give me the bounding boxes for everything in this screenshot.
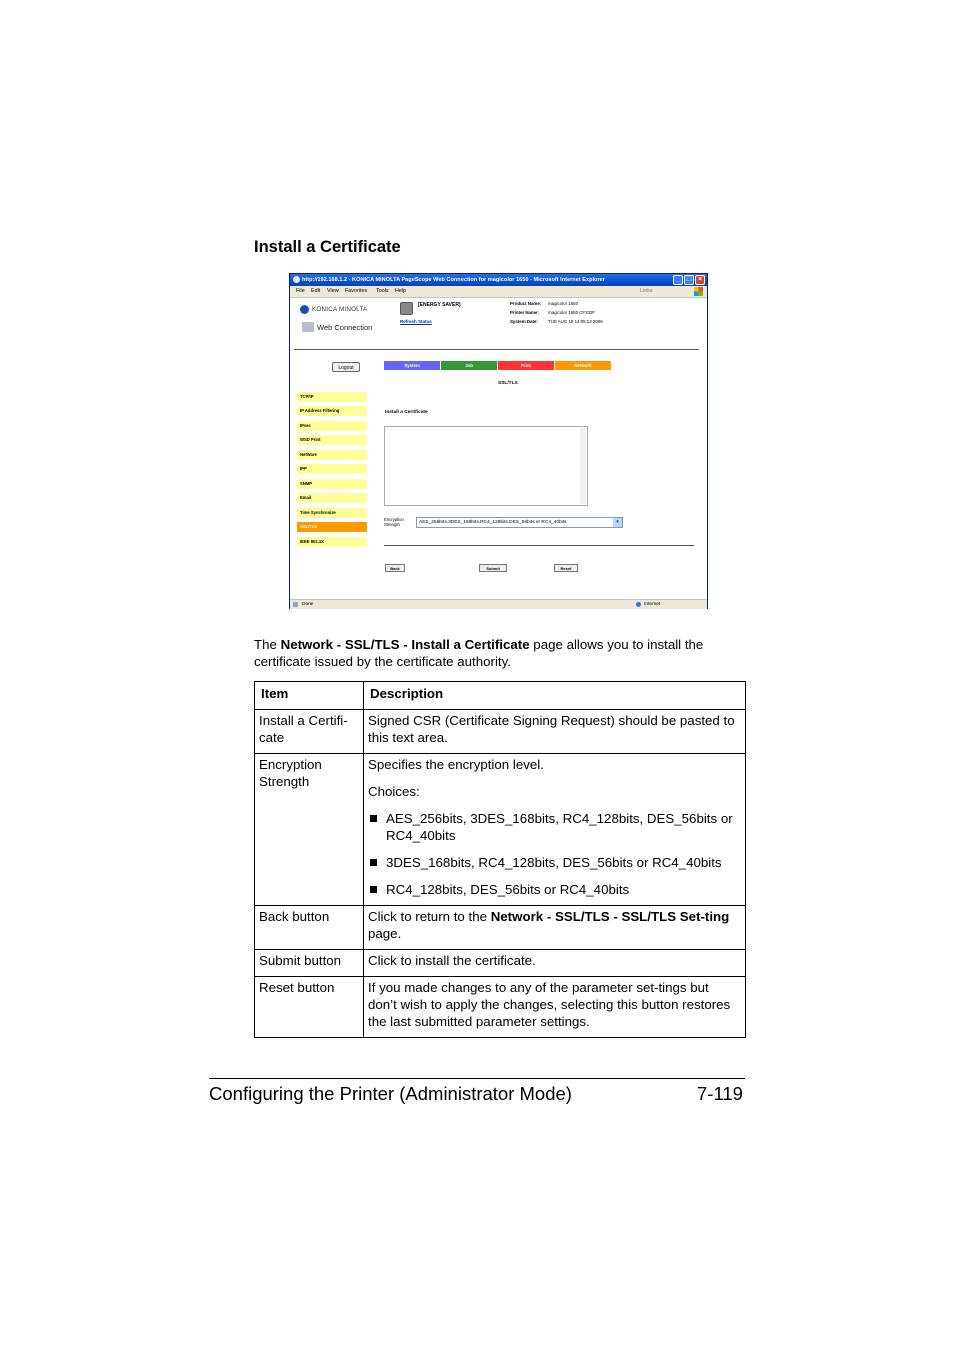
konica-minolta-logo-icon	[300, 305, 309, 314]
table-row	[255, 950, 746, 977]
refresh-status-link[interactable]: Refresh Status	[400, 319, 432, 324]
table-row	[255, 977, 746, 1038]
column-header-item: Item	[255, 682, 364, 710]
sidebar-item-ssl-tls[interactable]: SSL/TLS	[297, 522, 367, 532]
encryption-desc: Specifies the encryption level.	[368, 757, 544, 772]
maximize-icon[interactable]: □	[684, 275, 694, 285]
footer-title: Configuring the Printer (Administrator Mode)	[209, 1083, 572, 1104]
sidebar-item-ipsec[interactable]: IPsec	[297, 421, 367, 431]
sidebar-item-ieee-8021x[interactable]: IEEE 802.1X	[297, 537, 367, 547]
browser-window-screenshot	[289, 273, 708, 609]
status-done: Done	[302, 602, 314, 607]
product-name-row	[510, 301, 578, 306]
close-icon[interactable]: ×	[695, 275, 705, 285]
cell-item: Install a Certifi-cate	[255, 710, 364, 754]
back-button[interactable]: Back	[385, 564, 405, 572]
tab-job[interactable]: Job	[441, 361, 497, 370]
menu-tools[interactable]: Tools	[376, 288, 389, 294]
printer-name-value: magicolor 1650 CF332F	[548, 310, 596, 315]
cell-description: Click to install the certificate.	[364, 950, 746, 977]
sidebar-item-email[interactable]: Email	[297, 493, 367, 503]
sidebar-item-ipp[interactable]: IPP	[297, 464, 367, 474]
cell-item: Back button	[255, 906, 364, 950]
tab-print[interactable]: Print	[498, 361, 554, 370]
submit-button[interactable]: Submit	[479, 564, 507, 572]
tab-system[interactable]: System	[384, 361, 440, 370]
brand-name: KONICA MINOLTA	[312, 306, 368, 313]
choices-label: Choices:	[368, 784, 420, 799]
back-desc-post: page.	[368, 926, 402, 941]
cell-item: Submit button	[255, 950, 364, 977]
back-desc-pre: Click to return to the	[368, 909, 491, 924]
reset-button[interactable]: Reset	[554, 564, 578, 572]
energy-saver-status: [ENERGY SAVER]	[418, 302, 461, 308]
page-icon	[293, 602, 298, 607]
intro-pre: The	[254, 637, 281, 652]
system-date-label: System Date:	[510, 319, 538, 324]
globe-icon	[636, 602, 641, 607]
sidebar-item-wsd-print[interactable]: WSD Print	[297, 435, 367, 445]
intro-bold: Network - SSL/TLS - Install a Certificate	[280, 637, 530, 652]
form-divider	[384, 545, 694, 546]
encryption-strength-value: AES_256bits,3DES_168bits,RC4_128bits,DES_56bits or RC4_40bits	[419, 520, 567, 525]
textarea-scrollbar[interactable]	[580, 428, 586, 504]
menu-help[interactable]: Help	[395, 288, 407, 294]
encryption-strength-label	[384, 517, 404, 527]
certificate-textarea[interactable]	[384, 426, 588, 506]
sidebar-item-netware[interactable]: NetWare	[297, 450, 367, 460]
printer-name-label: Printer Name:	[510, 310, 539, 315]
choice-item: 3DES_168bits, RC4_128bits, DES_56bits or RC4_40bits	[368, 854, 741, 871]
cell-description: If you made changes to any of the parameter set-tings but don’t wish to apply the changes, selecting this button restores the last submitted parameter settings.	[364, 977, 746, 1038]
page-number: 7-119	[697, 1083, 743, 1104]
menu-file[interactable]: File	[296, 288, 305, 294]
logout-button[interactable]: Logout	[332, 362, 360, 372]
menu-view[interactable]: View	[327, 288, 339, 294]
sidebar-item-snmp[interactable]: SNMP	[297, 479, 367, 489]
table-row	[255, 710, 746, 754]
pagescope-logo-icon	[302, 322, 314, 332]
web-page	[290, 298, 707, 600]
menu-bar	[290, 286, 707, 298]
footer-rule	[209, 1078, 745, 1079]
web-connection-title: Web Connection	[317, 323, 373, 332]
encryption-label-line2: Strength	[384, 522, 400, 527]
intro-post: page allows you to install the certificate issued by the certificate authority.	[254, 637, 704, 669]
encryption-label-line1: Encryption	[384, 517, 404, 522]
encryption-strength-select[interactable]	[416, 517, 623, 528]
cell-description: Signed CSR (Certificate Signing Request) should be pasted to this text area.	[364, 710, 746, 754]
product-name-value: magicolor 1650	[548, 301, 579, 306]
status-zone: Internet	[644, 602, 661, 607]
minimize-icon[interactable]: _	[673, 275, 683, 285]
table-row	[255, 906, 746, 950]
printer-icon	[400, 302, 413, 315]
cell-item: Reset button	[255, 977, 364, 1038]
printer-name-row	[510, 310, 595, 315]
window-titlebar	[290, 274, 707, 286]
choice-item: AES_256bits, 3DES_168bits, RC4_128bits, DES_56bits or RC4_40bits	[368, 810, 741, 844]
table-header-row	[255, 682, 746, 710]
column-header-description: Description	[364, 682, 746, 710]
sidebar-item-tcpip[interactable]: TCP/IP	[297, 392, 367, 402]
internet-explorer-icon	[293, 276, 300, 283]
section-heading: Install a Certificate	[254, 238, 401, 256]
install-certificate-label: Install a Certificate	[385, 410, 428, 415]
sidebar-item-time-synchronize[interactable]: Time Synchronize	[297, 508, 367, 518]
menu-favorites[interactable]: Favorites	[345, 288, 368, 294]
system-date-value: TUE AUG 19 14:05:13 2008	[548, 319, 603, 324]
product-name-label: Product Name:	[510, 301, 542, 306]
description-table	[254, 681, 746, 1038]
menu-edit[interactable]: Edit	[311, 288, 321, 294]
status-bar	[290, 599, 707, 609]
system-date-row	[510, 319, 603, 324]
tab-network[interactable]: Network	[555, 361, 611, 370]
cell-description	[364, 754, 746, 906]
header-divider	[294, 349, 699, 350]
windows-logo-icon	[694, 287, 703, 296]
links-toolbar[interactable]: Links	[640, 288, 653, 294]
choice-item: RC4_128bits, DES_56bits or RC4_40bits	[368, 881, 741, 898]
sidebar-item-ip-address-filtering[interactable]: IP Address Filtering	[297, 406, 367, 416]
window-title: http://192.168.1.2 - KONICA MINOLTA PageScope Web Connection for magicolor 1650 - Microsoft Internet Explorer	[302, 277, 605, 283]
intro-paragraph	[254, 636, 746, 670]
table-row	[255, 754, 746, 906]
page-title: SSL/TLS	[498, 381, 518, 386]
cell-description	[364, 906, 746, 950]
chevron-down-icon[interactable]: ▾	[613, 518, 622, 527]
cell-item: Encryption Strength	[255, 754, 364, 906]
back-desc-bold: Network - SSL/TLS - SSL/TLS Set-ting	[490, 909, 730, 924]
